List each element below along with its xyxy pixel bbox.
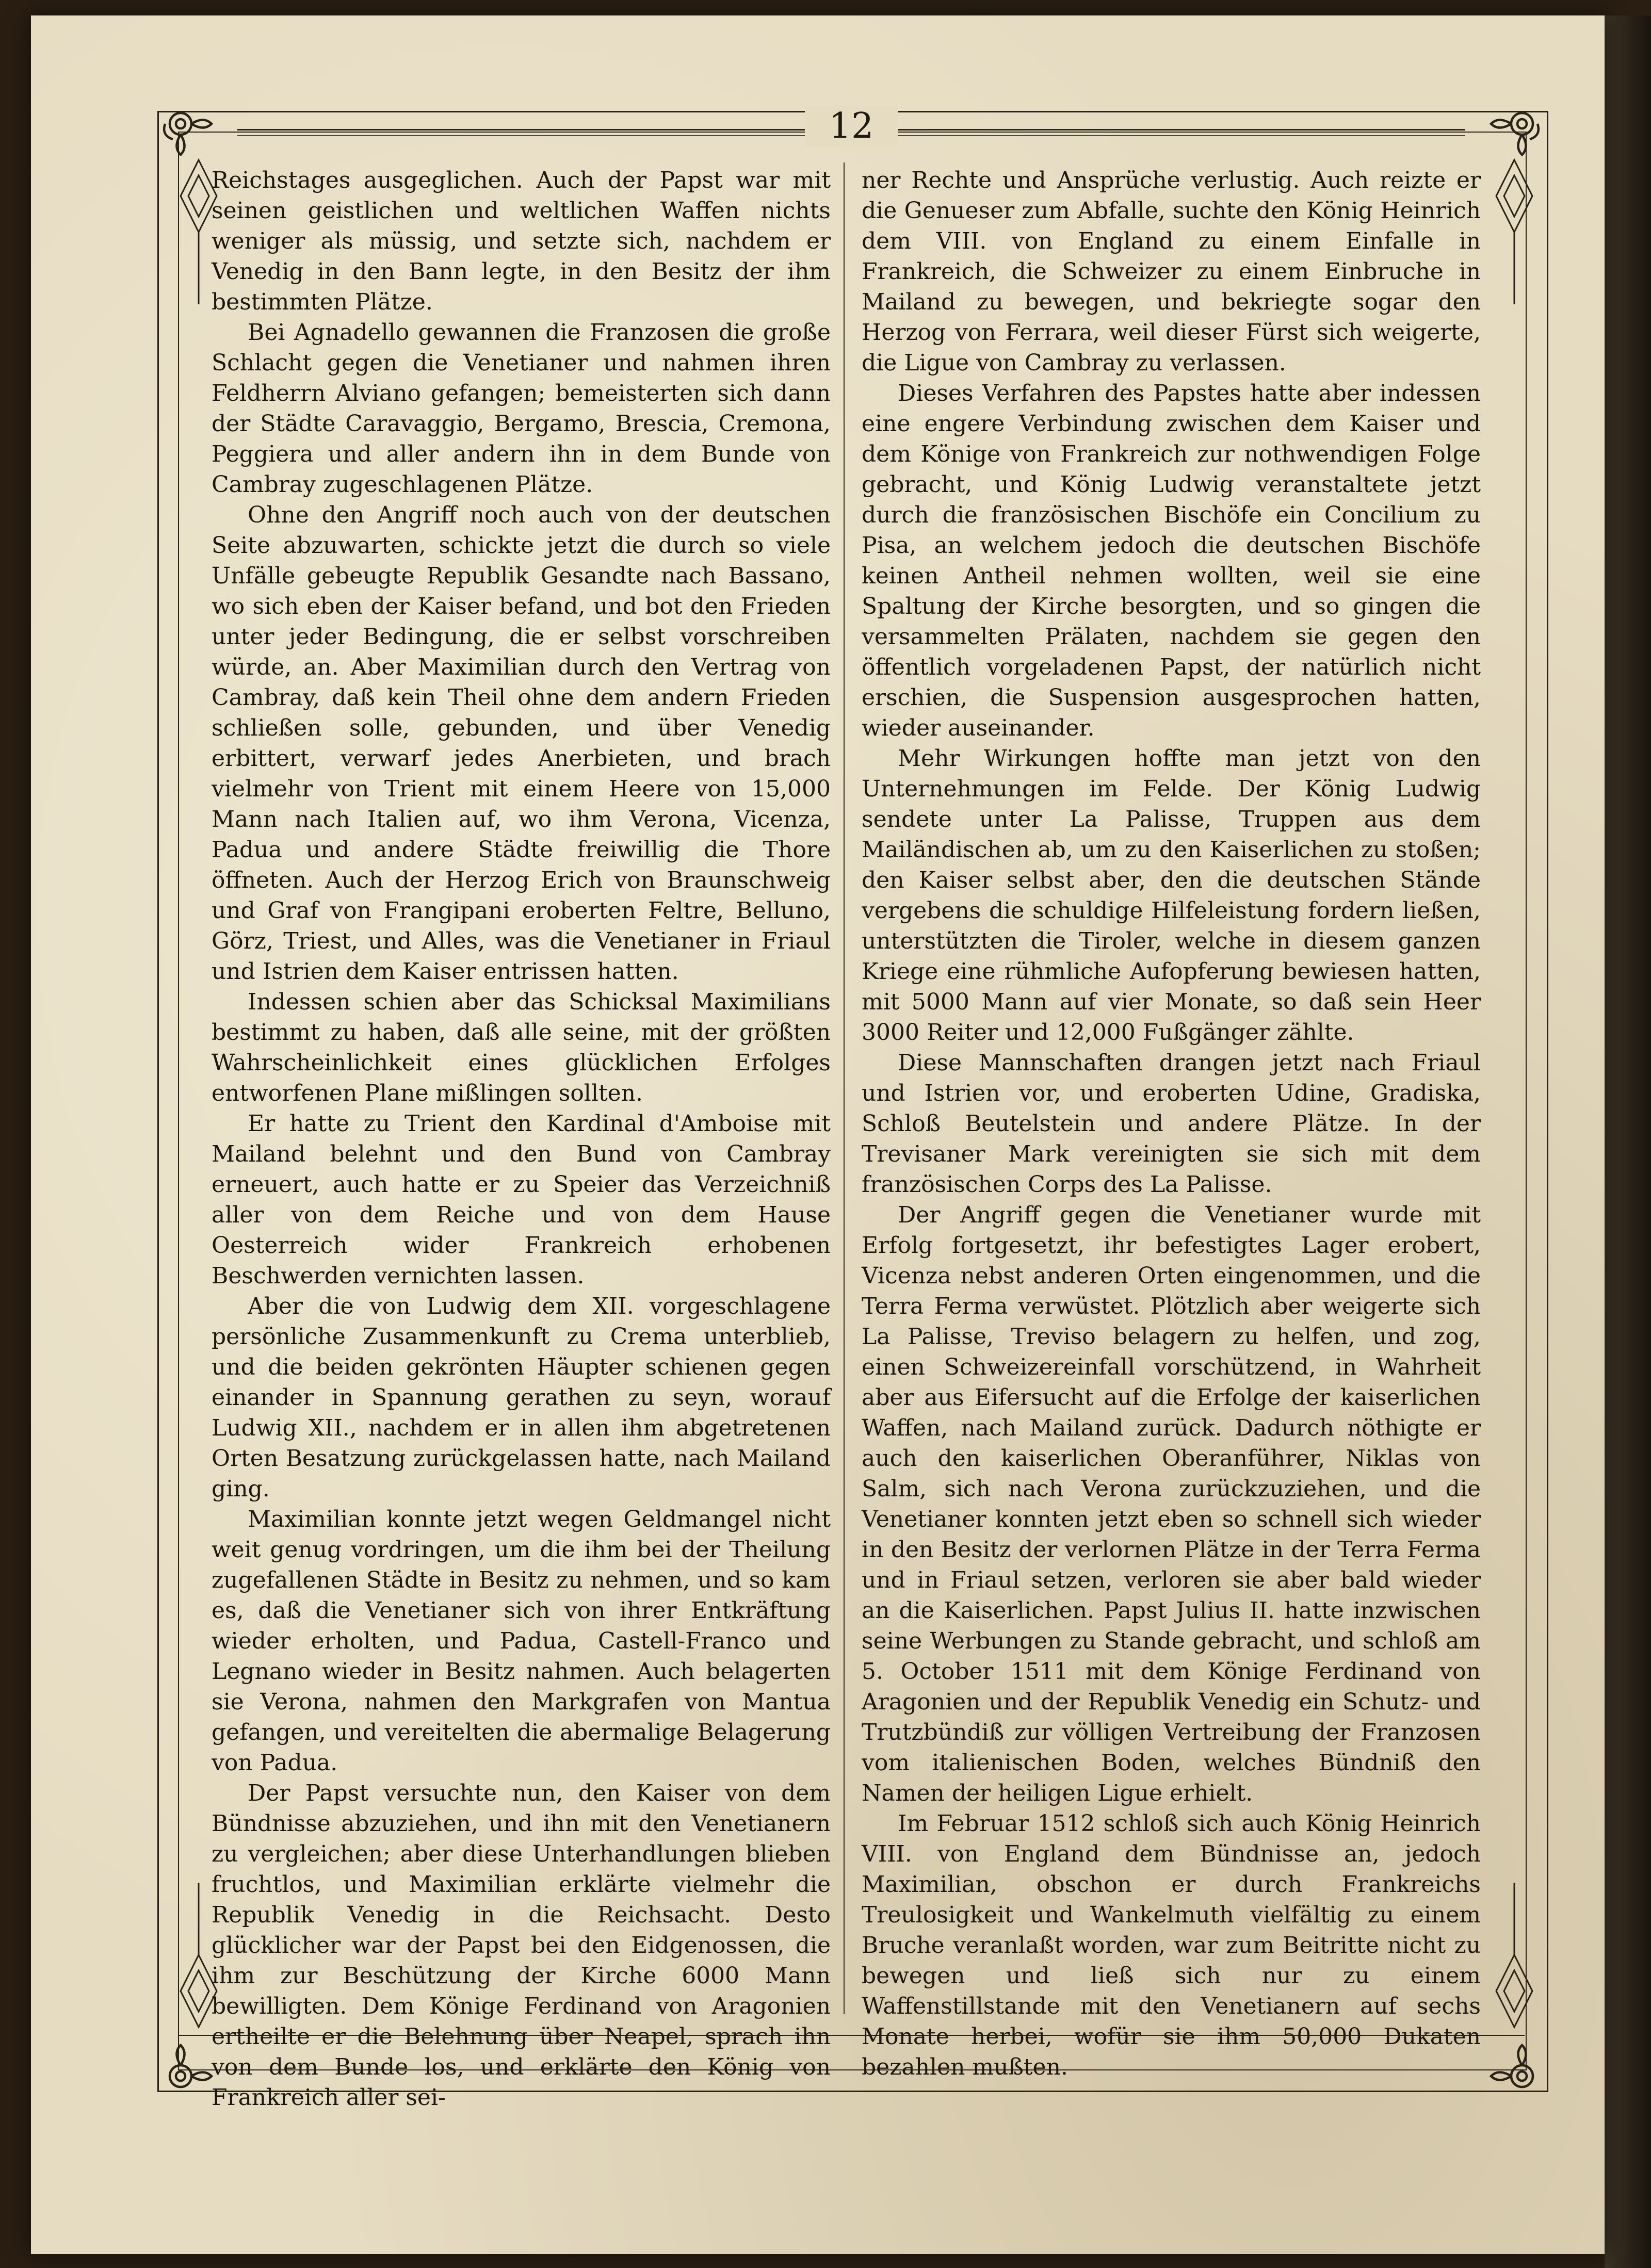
paragraph: Reichstages ausgeglichen. Auch der Papst war mit seinen geistlichen und weltlichen Waffen nichts weniger als müssig, und setzte sich, nachdem er Venedig in den Bann legte, in den Besitz der ihm bestimmten Plätze. (212, 167, 831, 315)
paragraph: Maximilian konnte jetzt wegen Geldmangel nicht weit genug vordringen, um die ihm bei der Theilung zugefallenen Städte in Besitz zu nehmen, und so kam es, daß die Venetianer sich von ihrer Entkräftung wieder erholten, und Padua, Castell-Franco und Legnano wieder in Besitz nahmen. Auch belagerten sie Verona, nahmen den Markgrafen von Mantua gefangen, und vereitelten die abermalige Belagerung von Padua. (212, 1506, 831, 1776)
side-ornament-icon (1488, 155, 1540, 309)
paragraph: Er hatte zu Trient den Kardinal d'Amboise mit Mailand belehnt und den Bund von Cambray erneuert, auch hatte er zu Speier das Verzeichniß aller von dem Reiche und von dem Hause Oesterreich wider Frankreich erhobenen Beschwerden vernichten lassen. (212, 1111, 831, 1289)
paragraph: Im Februar 1512 schloß sich auch König Heinrich VIII. von England dem Bündnisse an, jedoch Maximilian, obschon er durch Frankreichs Treulosigkeit und Wankelmuth vielfältig zu einem Bruche veranlaßt worden, war zum Beitritte nicht zu bewegen und ließ sich nur zu einem Waffenstillstande mit den Venetianern auf sechs Monate herbei, wofür sie ihm 50,000 Dukaten bezahlen mußten. (862, 1810, 1481, 2080)
paragraph: Diese Mannschaften drangen jetzt nach Friaul und Istrien vor, und eroberten Udine, Gradiska, Schloß Beutelstein und andere Plätze. In der Trevisaner Mark vereinigten sie sich mit dem französischen Corps des La Palisse. (862, 1050, 1481, 1198)
side-ornament-icon (1488, 1878, 1540, 2032)
footer-rule (178, 2035, 1525, 2036)
paragraph: Ohne den Angriff noch auch von der deutschen Seite abzuwarten, schickte jetzt die durch so viele Unfälle gebeugte Republik Gesandte nach Bassano, wo sich eben der Kaiser befand, und bot den Frieden unter jeder Bedingung, die er selbst vorschreiben würde, an. Aber Maximilian durch den Vertrag von Cambray, daß kein Theil ohne dem andern Frieden schließen solle, gebunden, und über Venedig erbittert, verwarf jedes Anerbieten, und brach vielmehr von Trient mit einem Heere von 15,000 Mann nach Italien auf, wo ihm Verona, Vicenza, Padua und andere Städte freiwillig die Thore öffneten. Auch der Herzog Erich von Braunschweig und Graf von Frangipani eroberten Feltre, Belluno, Görz, Triest, und Alles, was die Venetianer in Friaul und Istrien dem Kaiser entrissen hatten. (212, 502, 831, 985)
column-divider (844, 162, 845, 2014)
paragraph: ner Rechte und Ansprüche verlustig. Auch reizte er die Genueser zum Abfalle, suchte den König Heinrich dem VIII. von England zu einem Einfalle in Frankreich, die Schweizer zu einem Einbruche in Mailand zu bewegen, und bekriegte sogar den Herzog von Ferrara, weil dieser Fürst sich weigerte, die Ligue von Cambray zu verlassen. (862, 167, 1481, 376)
left-column (212, 165, 831, 2111)
paragraph: Der Angriff gegen die Venetianer wurde mit Erfolg fortgesetzt, ihr befestigtes Lager erobert, Vicenza nebst anderen Orten eingenommen, und die Terra Ferma verwüstet. Plötzlich aber weigerte sich La Palisse, Treviso belagern zu helfen, und zog, einen Schweizereinfall vorschützend, in Wahrheit aber aus Eifersucht auf die Erfolge der kaiserlichen Waffen, nach Mailand zurück. Dadurch nöthigte er auch den kaiserlichen Oberanführer, Niklas von Salm, sich nach Verona zurückzuziehen, und die Venetianer konnten jetzt eben so schnell sich wieder in den Besitz der verlornen Plätze in der Terra Ferma und in Friaul setzen, verloren sie aber bald wieder an die Kaiserlichen. Papst Julius II. hatte inzwischen seine Werbungen zu Stande gebracht, und schloß am 5. October 1511 mit dem Könige Ferdinand von Aragonien und der Republik Venedig ein Schutz- und Trutzbündiß zur völligen Vertreibung der Franzosen vom italienischen Boden, welches Bündniß den Namen der heiligen Ligue erhielt. (862, 1202, 1481, 1806)
paragraph: Bei Agnadello gewannen die Franzosen die große Schlacht gegen die Venetianer und nahmen ihren Feldherrn Alviano gefangen; bemeisterten sich dann der Städte Caravaggio, Bergamo, Brescia, Cremona, Peggiera und aller andern ihn in dem Bunde von Cambray zugeschlagenen Plätze. (212, 319, 831, 498)
page-edge-shadow (1605, 15, 1651, 2268)
header-rule-right (898, 129, 1465, 130)
paragraph: Indessen schien aber das Schicksal Maximilians bestimmt zu haben, daß alle seine, mit der größten Wahrscheinlichkeit eines glücklichen Erfolges entworfenen Plane mißlingen sollten. (212, 989, 831, 1106)
right-column (862, 165, 1481, 2080)
paragraph: Der Papst versuchte nun, den Kaiser von dem Bündnisse abzuziehen, und ihn mit den Venetianern zu vergleichen; aber diese Unterhandlungen blieben fruchtlos, und Maximilian erklärte vielmehr die Republik Venedig in die Reichsacht. Desto glücklicher war der Papst bei den Eidgenossen, die ihm zur Beschützung der Kirche 6000 Mann bewilligten. Dem Könige Ferdinand von Aragonien ertheilte er die Belehnung über Neapel, sprach ihn von dem Bunde los, und erklärte den König von Frankreich aller sei- (212, 1780, 831, 2111)
header-rule-right-thin (898, 135, 1465, 136)
paragraph: Mehr Wirkungen hoffte man jetzt von den Unternehmungen im Felde. Der König Ludwig sendete unter La Palisse, Truppen aus dem Mailändischen ab, um zu den Kaiserlichen zu stoßen; den Kaiser selbst aber, den die deutschen Stände vergebens die schuldige Hilfeleistung fordern ließen, unterstützten die Tiroler, welche in diesem ganzen Kriege eine rühmliche Aufopferung bewiesen hatten, mit 5000 Mann auf vier Monate, so daß sein Heer 3000 Reiter und 12,000 Fußgänger zählte. (862, 745, 1481, 1046)
paragraph: Dieses Verfahren des Papstes hatte aber indessen eine engere Verbindung zwischen dem Kaiser und dem Könige von Frankreich zur nothwendigen Folge gebracht, und König Ludwig veranstaltete jetzt durch die französischen Bischöfe ein Concilium zu Pisa, an welchem jedoch die deutschen Bischöfe keinen Antheil nehmen wollten, weil sie eine Spaltung der Kirche besorgten, und so gingen die versammelten Prälaten, nachdem sie gegen den öffentlich vorgeladenen Papst, der natürlich nicht erschien, die Suspension ausgesprochen hatten, wieder auseinander. (862, 380, 1481, 741)
header-rule-left (237, 129, 805, 130)
page-number: 12 (805, 106, 898, 146)
header-rule-left-thin (237, 135, 805, 136)
paragraph: Aber die von Ludwig dem XII. vorgeschlagene persönliche Zusammenkunft zu Crema unterblieb, und die beiden gekrönten Häupter schienen gegen einander in Spannung gerathen zu seyn, worauf Ludwig XII., nachdem er in allen ihm abgetretenen Orten Besatzung zurückgelassen hatte, nach Mailand ging. (212, 1293, 831, 1502)
